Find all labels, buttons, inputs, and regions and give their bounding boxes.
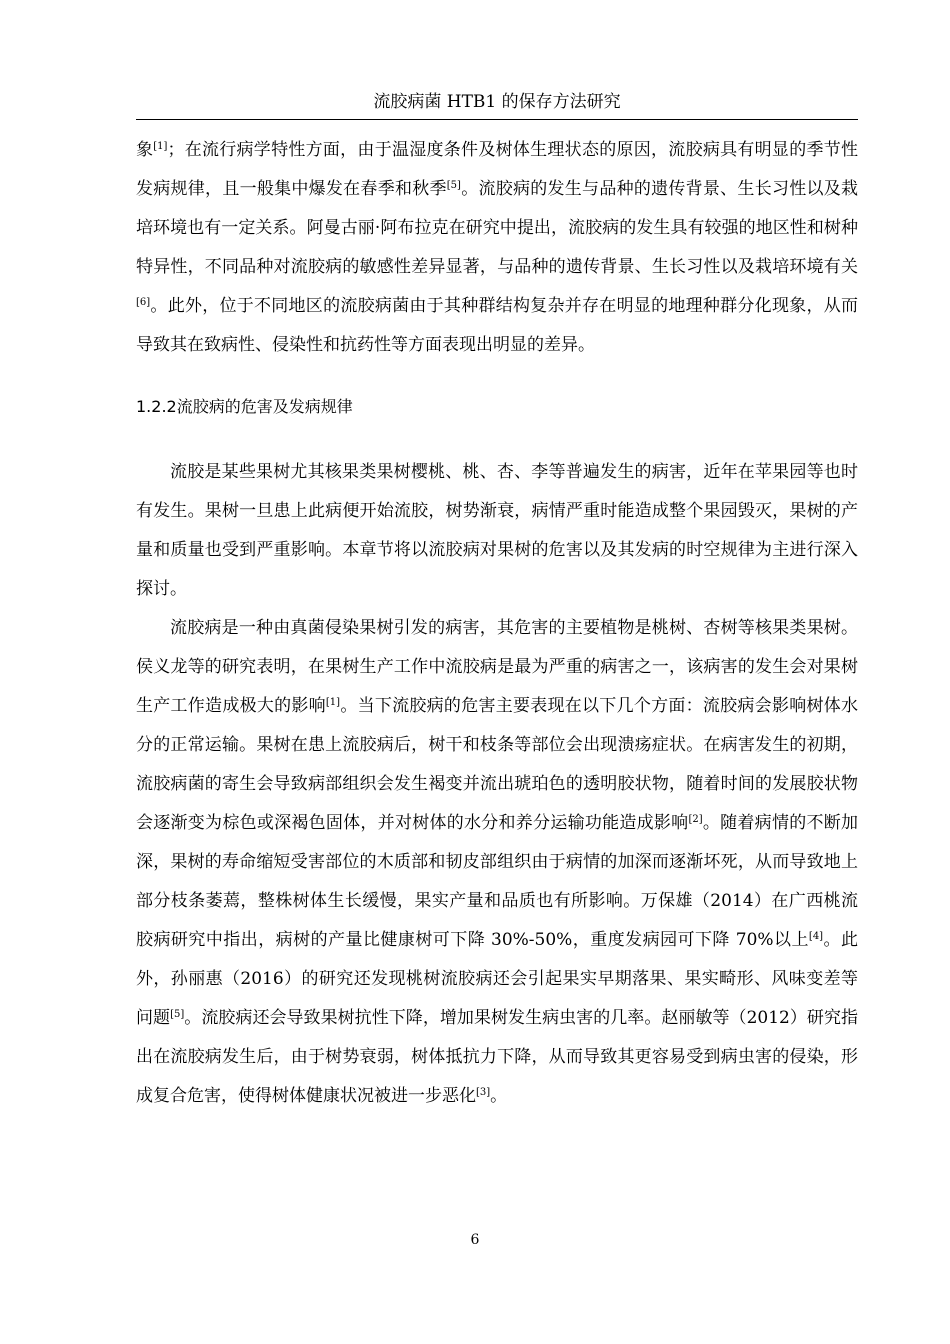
section-heading: 1.2.2流胶病的危害及发病规律 [136,397,353,416]
citation-ref: [5] [170,1009,185,1020]
page-number: 6 [470,1232,480,1248]
paragraph-epidemiology: 象[1]；在流行病学特性方面，由于温湿度条件及树体生理状态的原因，流胶病具有明显的季节性发病规律，且一般集中爆发在春季和秋季[5]。流胶病的发生与品种的遗传背景、生长习性以及栽培环境也有一定关系。阿曼古丽·阿布拉克在研究中提出，流胶病的发生具有较强的地区性和树种特异性，不同品种对流胶病的敏感性差异显著，与品种的遗传背景、生长习性以及栽培环境有关[6]。此外，位于不同地区的流胶病菌由于其种群结构复杂并存在明显的地理种群分化现象，从而导致其在致病性、侵染性和抗药性等方面表现出明显的差异。 [136,140,859,355]
citation-ref: [6] [136,297,151,308]
document-body [136,131,858,1116]
citation-ref: [3] [476,1087,491,1098]
citation-ref: [5] [446,180,461,191]
paragraph-harm: 流胶病是一种由真菌侵染果树引发的病害，其危害的主要植物是桃树、杏树等核果类果树。侯义龙等的研究表明，在果树生产工作中流胶病是最为严重的病害之一，该病害的发生会对果树生产工作造成极大的影响[1]。当下流胶病的危害主要表现在以下几个方面：流胶病会影响树体水分的正常运输。果树在患上流胶病后，树干和枝条等部位会出现溃疡症状。在病害发生的初期，流胶病菌的寄生会导致病部组织会发生褐变并流出琥珀色的透明胶状物，随着时间的发展胶状物会逐渐变为棕色或深褐色固体，并对树体的水分和养分运输功能造成影响[2]。随着病情的不断加深，果树的寿命缩短受害部位的木质部和韧皮部组织由于病情的加深而逐渐坏死，从而导致地上部分枝条萎蔫，整株树体生长缓慢，果实产量和品质也有所影响。万保雄（2014）在广西桃流胶病研究中指出，病树的产量比健康树可下降 30%-50%，重度发病园可下降 70%以上[4]。此外，孙丽惠（2016）的研究还发现桃树流胶病还会引起果实早期落果、果实畸形、风味变差等问题[5]。流胶病还会导致果树抗性下降，增加果树发生病虫害的几率。赵丽敏等（2012）研究指出在流胶病发生后，由于树势衰弱，树体抵抗力下降，从而导致其更容易受到病虫害的侵染，形成复合危害，使得树体健康状况被进一步恶化[3]。 [136,618,859,1106]
citation-ref: [2] [688,814,703,825]
citation-ref: [1] [153,141,168,152]
running-header-title: 流胶病菌 HTB1 的保存方法研究 [373,92,621,112]
citation-ref: [1] [325,697,341,708]
paragraph-intro: 流胶是某些果树尤其核果类果树樱桃、桃、杏、李等普遍发生的病害，近年在苹果园等也时有发生。果树一旦患上此病便开始流胶，树势渐衰，病情严重时能造成整个果园毁灭，果树的产量和质量也受到严重影响。本章节将以流胶病对果树的危害以及其发病的时空规律为主进行深入探讨。 [136,462,858,599]
header-rule [136,119,858,120]
citation-ref: [4] [808,931,824,942]
